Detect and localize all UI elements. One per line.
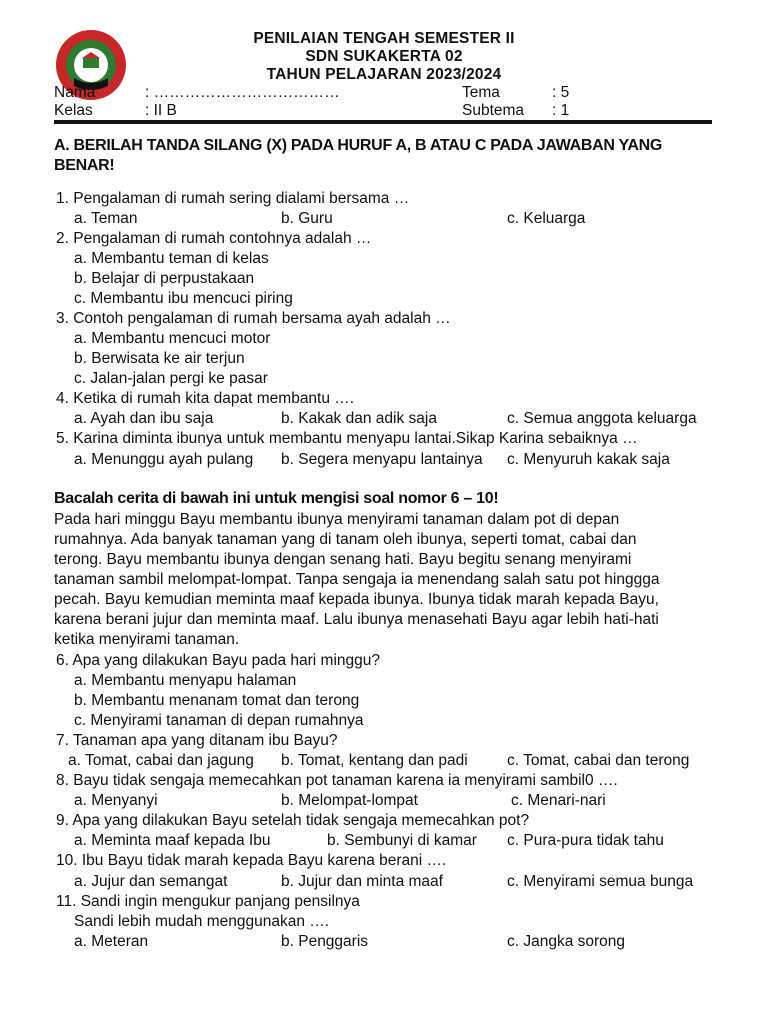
q11-option-b: b. Penggaris: [281, 933, 369, 950]
question-11-line2: Sandi lebih mudah menggunakan ….: [74, 913, 330, 930]
q2-option-a: a. Membantu teman di kelas: [74, 250, 269, 267]
q5-option-c: c. Menyuruh kakak saja: [507, 451, 670, 468]
story-line: terong. Bayu membantu ibunya dengan senang hati. Bayu begitu senang menyirami: [54, 551, 632, 568]
story-line: ketika menyirami tanaman.: [54, 631, 240, 648]
question-7: 7. Tanaman apa yang ditanam ibu Bayu?: [56, 732, 338, 749]
q5-option-b: b. Segera menyapu lantainya: [281, 451, 483, 468]
q3-option-b: b. Berwisata ke air terjun: [74, 350, 245, 367]
header-title: PENILAIAN TENGAH SEMESTER II: [253, 30, 515, 47]
kelas-label: Kelas: [54, 102, 93, 119]
q11-option-a: a. Meteran: [74, 933, 149, 950]
header-divider: [54, 120, 712, 124]
q4-option-c: c. Semua anggota keluarga: [507, 410, 697, 427]
story-line: Pada hari minggu Bayu membantu ibunya menyirami tanaman dalam pot di depan: [54, 511, 620, 528]
q10-option-a: a. Jujur dan semangat: [74, 873, 228, 890]
story-line: pecah. Bayu kemudian meminta maaf kepada ibunya. Ibunya tidak marah kepada Bayu,: [54, 591, 659, 608]
question-2: 2. Pengalaman di rumah contohnya adalah …: [56, 230, 372, 247]
section-a-line1: A. BERILAH TANDA SILANG (X) PADA HURUF A, B ATAU C PADA JAWABAN YANG: [54, 137, 663, 154]
story-line: tanaman sambil melompat-lompat. Tanpa sengaja ia menendang salah satu pot hinggga: [54, 571, 660, 588]
tema-value: : 5: [552, 84, 570, 101]
q7-option-c: c. Tomat, cabai dan terong: [507, 752, 690, 769]
story-line: karena berani jujur dan meminta maaf. Lalu ibunya menasehati Bayu agar lebih hati-hati: [54, 611, 659, 628]
q2-option-b: b. Belajar di perpustakaan: [74, 270, 255, 287]
subtema-value: : 1: [552, 102, 570, 119]
q1-option-b: b. Guru: [281, 210, 333, 227]
question-11: 11. Sandi ingin mengukur panjang pensilnya: [56, 893, 360, 910]
question-9: 9. Apa yang dilakukan Bayu setelah tidak sengaja memecahkan pot?: [56, 812, 530, 829]
subtema-label: Subtema: [462, 102, 525, 119]
nama-value: : ………………………………: [145, 84, 340, 101]
tema-label: Tema: [462, 84, 500, 101]
q9-option-b: b. Sembunyi di kamar: [327, 832, 477, 849]
q6-option-b: b. Membantu menanam tomat dan terong: [74, 692, 360, 709]
q3-option-c: c. Jalan-jalan pergi ke pasar: [74, 370, 268, 387]
q4-option-a: a. Ayah dan ibu saja: [74, 410, 214, 427]
q1-option-c: c. Keluarga: [507, 210, 586, 227]
q8-option-c: c. Menari-nari: [511, 792, 606, 809]
q8-option-b: b. Melompat-lompat: [281, 792, 418, 809]
q1-option-a: a. Teman: [74, 210, 138, 227]
story-line: rumahnya. Ada banyak tanaman yang di tanam oleh ibunya, seperti tomat, cabai dan: [54, 531, 637, 548]
q8-option-a: a. Menyanyi: [74, 792, 158, 809]
nama-label: Nama: [54, 84, 96, 101]
question-4: 4. Ketika di rumah kita dapat membantu ….: [56, 390, 355, 407]
q7-option-a: a. Tomat, cabai dan jagung: [68, 752, 254, 769]
q6-option-a: a. Membantu menyapu halaman: [74, 672, 297, 689]
q9-option-a: a. Meminta maaf kepada Ibu: [74, 832, 271, 849]
question-10: 10. Ibu Bayu tidak marah kepada Bayu karena berani ….: [56, 852, 447, 869]
q4-option-b: b. Kakak dan adik saja: [281, 410, 437, 427]
question-3: 3. Contoh pengalaman di rumah bersama ayah adalah …: [56, 310, 451, 327]
q10-option-c: c. Menyirami semua bunga: [507, 873, 694, 890]
q6-option-c: c. Menyirami tanaman di depan rumahnya: [74, 712, 364, 729]
header-school: SDN SUKAKERTA 02: [305, 48, 463, 65]
q7-option-b: b. Tomat, kentang dan padi: [281, 752, 468, 769]
question-8: 8. Bayu tidak sengaja memecahkan pot tanaman karena ia menyirami sambil0 ….: [56, 772, 618, 789]
q5-option-a: a. Menunggu ayah pulang: [74, 451, 254, 468]
question-1: 1. Pengalaman di rumah sering dialami bersama …: [56, 190, 410, 207]
q2-option-c: c. Membantu ibu mencuci piring: [74, 290, 293, 307]
story-heading: Bacalah cerita di bawah ini untuk mengisi soal nomor 6 – 10!: [54, 490, 499, 507]
q3-option-a: a. Membantu mencuci motor: [74, 330, 271, 347]
header-year: TAHUN PELAJARAN 2023/2024: [266, 66, 502, 83]
section-a-instruction: [54, 136, 714, 176]
q10-option-b: b. Jujur dan minta maaf: [281, 873, 443, 890]
section-a-line2: BENAR!: [54, 157, 115, 174]
q11-option-c: c. Jangka sorong: [507, 933, 626, 950]
question-6: 6. Apa yang dilakukan Bayu pada hari minggu?: [56, 652, 381, 669]
q9-option-c: c. Pura-pura tidak tahu: [507, 832, 664, 849]
kelas-value: : II B: [145, 102, 177, 119]
question-5: 5. Karina diminta ibunya untuk membantu menyapu lantai.Sikap Karina sebaiknya …: [56, 430, 638, 447]
